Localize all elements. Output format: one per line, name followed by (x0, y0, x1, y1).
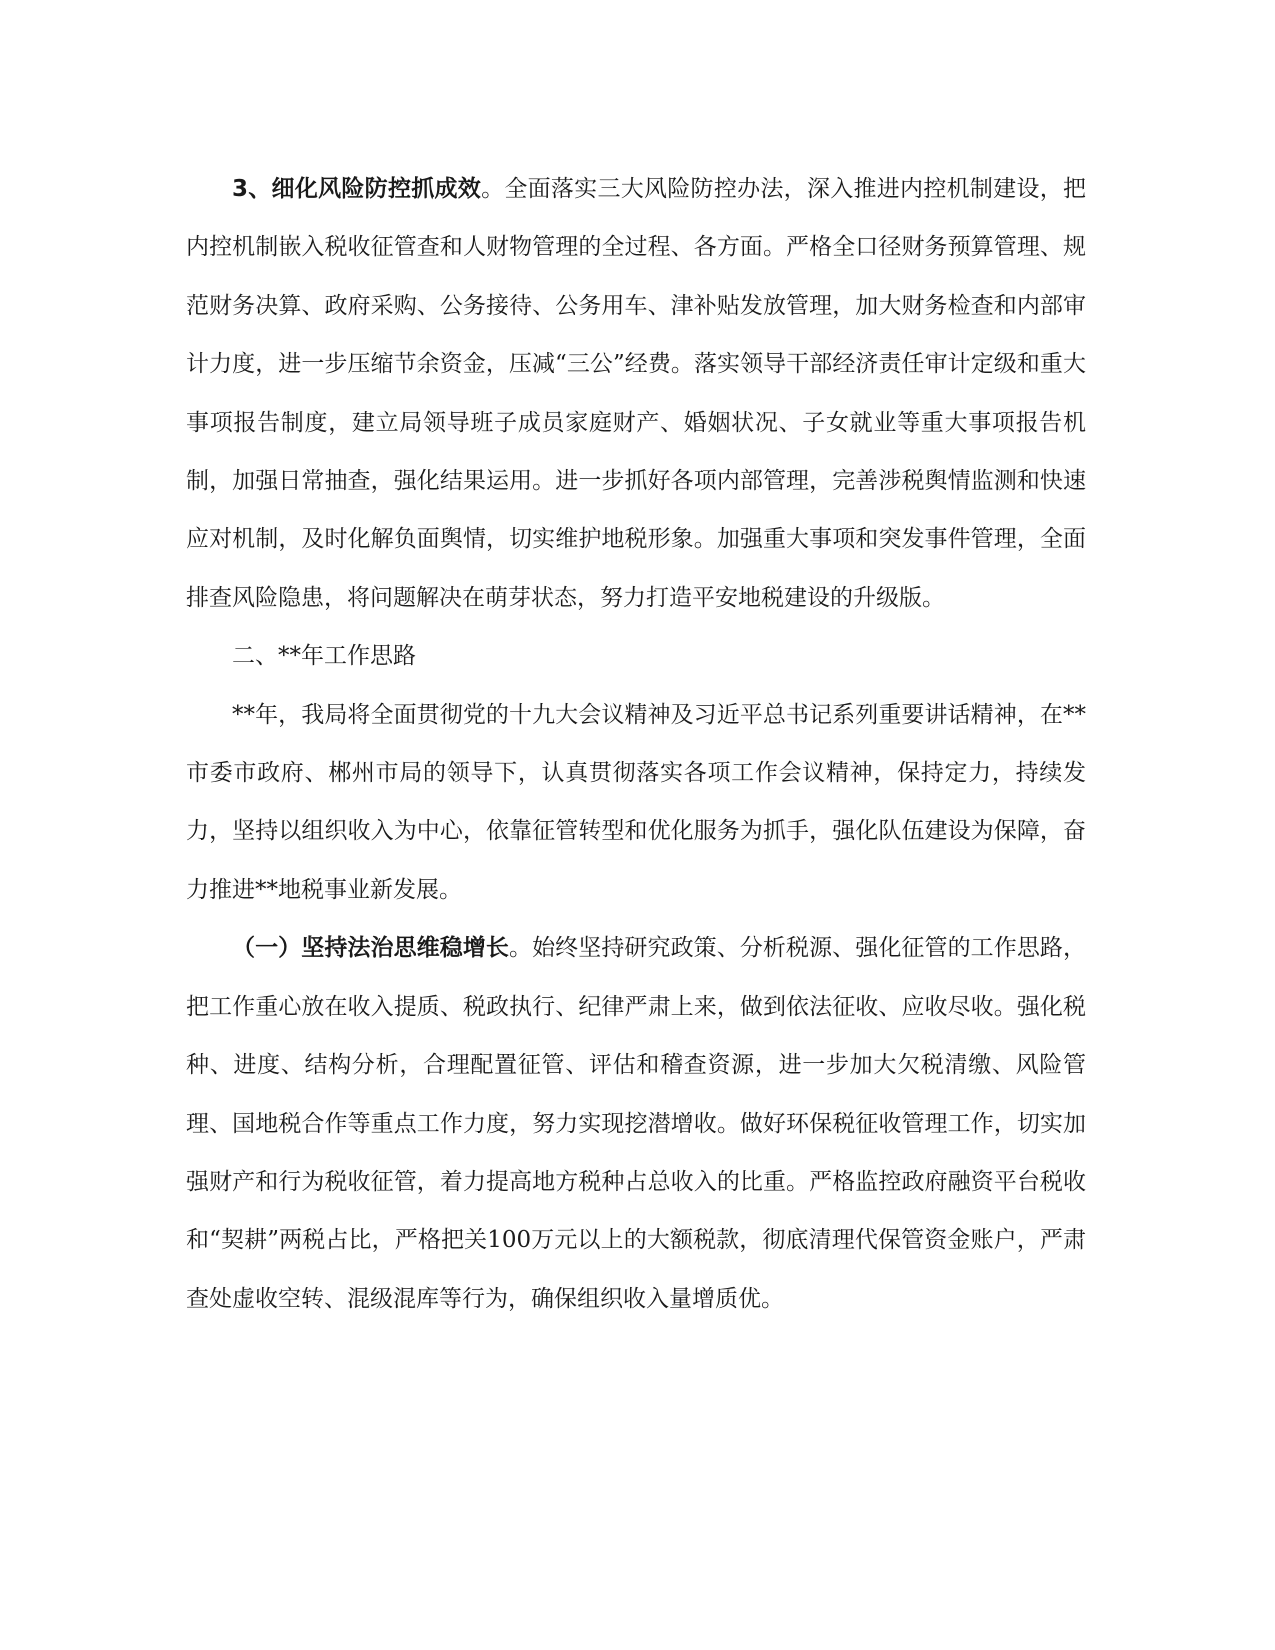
paragraph-text-work-ideas-intro: **年，我局将全面贯彻党的十九大会议精神及习近平总书记系列重要讲话精神，在**市委市政府、郴州市局的领导下，认真贯彻落实各项工作会议精神，保持定力，持续发力，坚持以组织收入为中心，依靠征管转型和优化服务为抓手，强化队伍建设为保障，奋力推进**地税事业新发展。 (186, 701, 1086, 903)
section-heading-text: 二、**年工作思路 (232, 643, 416, 670)
paragraph-work-ideas-intro (186, 686, 1086, 920)
paragraph-lead-risk-control: 3、细化风险防控抓成效 (232, 176, 482, 202)
paragraph-lead-rule-of-law: （一）坚持法治思维稳增长 (232, 935, 509, 962)
paragraph-risk-control (186, 160, 1086, 627)
paragraph-rule-of-law (186, 919, 1086, 1328)
document-body (186, 160, 1086, 1328)
section-heading-work-ideas (186, 627, 1086, 685)
paragraph-text-risk-control: 。全面落实三大风险防控办法，深入推进内控机制建设，把内控机制嵌入税收征管查和人财物管理的全过程、各方面。严格全口径财务预算管理、规范财务决算、政府采购、公务接待、公务用车、津补贴发放管理，加大财务检查和内部审计力度，进一步压缩节余资金，压减“三公”经费。落实领导干部经济责任审计定级和重大事项报告制度，建立局领导班子成员家庭财产、婚姻状况、子女就业等重大事项报告机制，加强日常抽查，强化结果运用。进一步抓好各项内部管理，完善涉税舆情监测和快速应对机制，及时化解负面舆情，切实维护地税形象。加强重大事项和突发事件管理，全面排查风险隐患，将问题解决在萌芽状态，努力打造平安地税建设的升级版。 (186, 176, 1086, 611)
paragraph-text-rule-of-law: 。始终坚持研究政策、分析税源、强化征管的工作思路，把工作重心放在收入提质、税政执行、纪律严肃上来，做到依法征收、应收尽收。强化税种、进度、结构分析，合理配置征管、评估和稽查资源，进一步加大欠税清缴、风险管理、国地税合作等重点工作力度，努力实现挖潜增收。做好环保税征收管理工作，切实加强财产和行为税收征管，着力提高地方税种占总收入的比重。严格监控政府融资平台税收和“契耕”两税占比，严格把关100万元以上的大额税款，彻底清理代保管资金账户，严肃查处虚收空转、混级混库等行为，确保组织收入量增质优。 (186, 935, 1087, 1312)
